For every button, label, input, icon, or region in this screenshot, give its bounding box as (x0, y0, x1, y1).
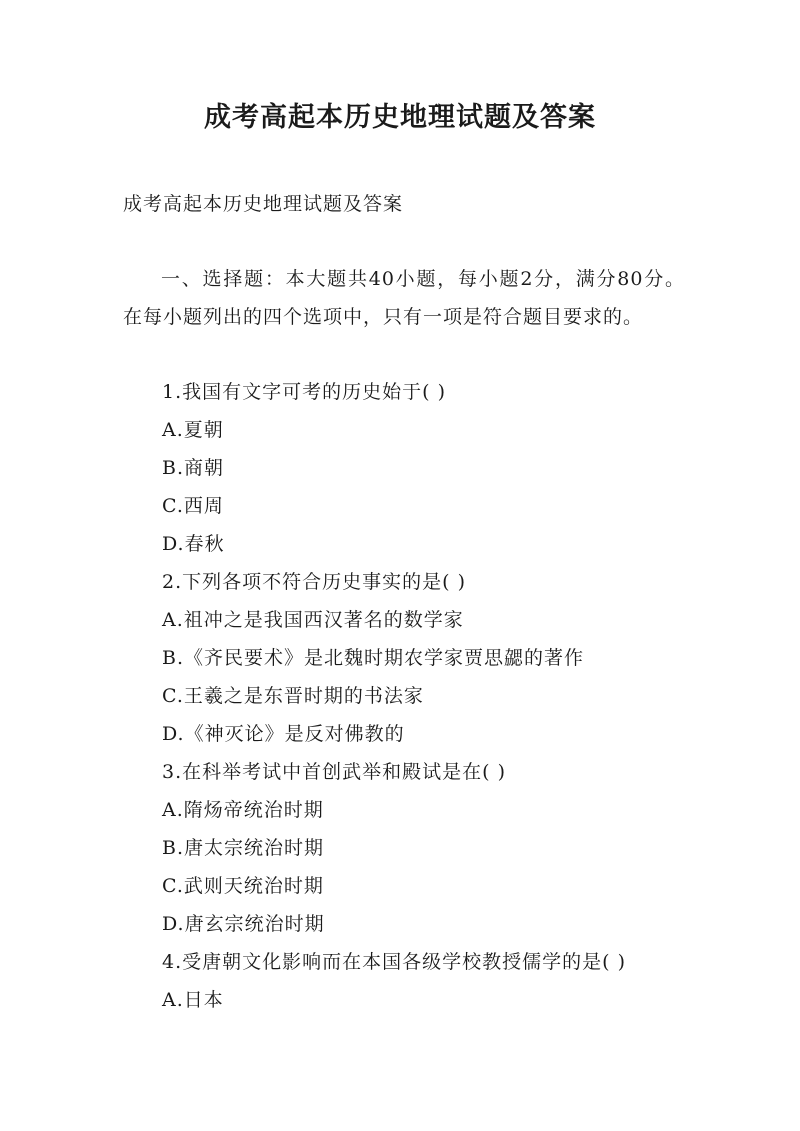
question-3: 3.在科举考试中首创武举和殿试是在( ) (162, 761, 506, 783)
question-2-option-c: C.王羲之是东晋时期的书法家 (162, 685, 424, 707)
question-2-option-d: D.《神灭论》是反对佛教的 (162, 723, 405, 745)
question-3-option-a: A.隋炀帝统治时期 (162, 799, 324, 821)
question-list (162, 373, 722, 1019)
question-4-option-a: A.日本 (162, 989, 224, 1011)
question-1-option-b: B.商朝 (162, 457, 225, 479)
question-3-option-d: D.唐玄宗统治时期 (162, 913, 325, 935)
question-2: 2.下列各项不符合历史事实的是( ) (162, 571, 466, 593)
question-4: 4.受唐朝文化影响而在本国各级学校教授儒学的是( ) (162, 951, 626, 973)
question-1-option-a: A.夏朝 (162, 419, 224, 441)
page-title: 成考高起本历史地理试题及答案 (204, 102, 596, 133)
section-intro: 一、选择题：本大题共40小题，每小题2分，满分80分。在每小题列出的四个选项中，只有一项是符合题目要求的。 (123, 268, 685, 328)
question-1-option-c: C.西周 (162, 495, 224, 517)
question-1-option-d: D.春秋 (162, 533, 225, 555)
question-2-option-b: B.《齐民要术》是北魏时期农学家贾思勰的著作 (162, 647, 585, 669)
question-1: 1.我国有文字可考的历史始于( ) (162, 381, 446, 403)
question-3-option-b: B.唐太宗统治时期 (162, 837, 325, 859)
question-2-option-a: A.祖冲之是我国西汉著名的数学家 (162, 609, 464, 631)
question-3-option-c: C.武则天统治时期 (162, 875, 324, 897)
document-subtitle: 成考高起本历史地理试题及答案 (123, 193, 404, 215)
